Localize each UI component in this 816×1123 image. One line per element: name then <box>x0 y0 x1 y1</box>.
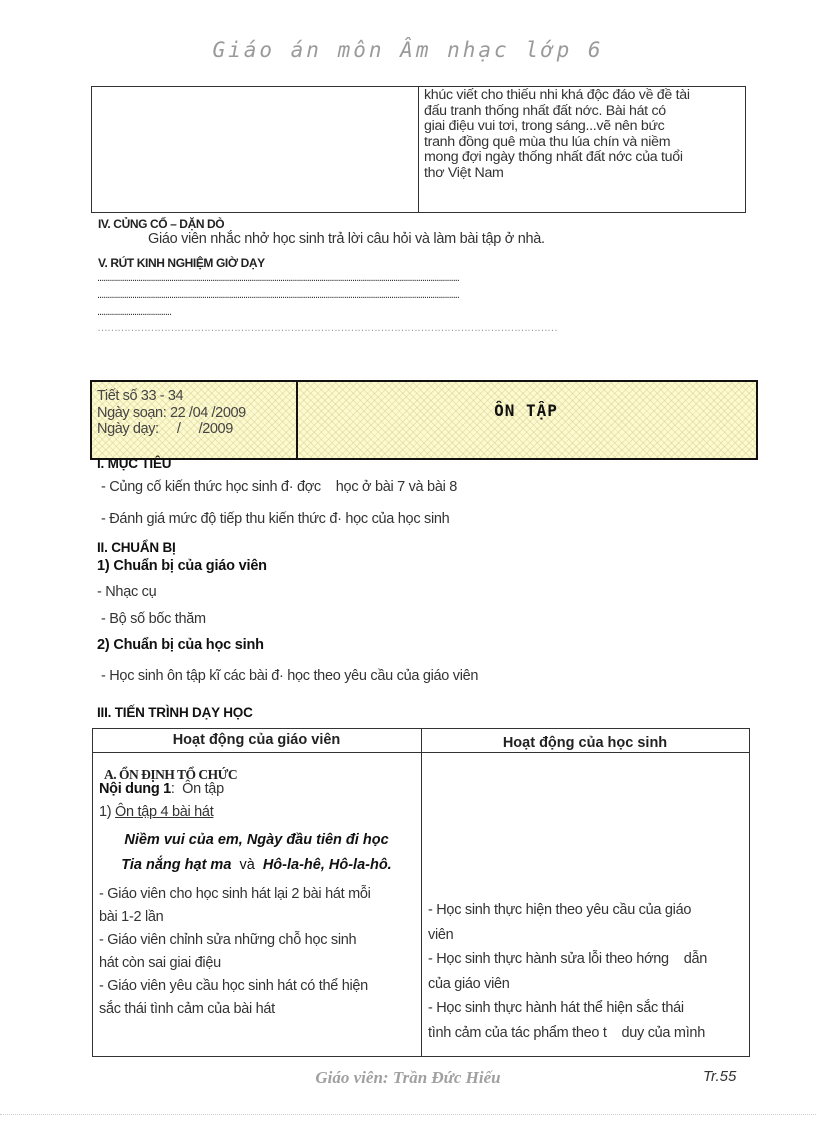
top-table-divider <box>418 86 419 213</box>
lesson-number: Tiết số 33 - 34 <box>97 388 184 404</box>
top-table-line: mong đợi ngày thống nhất đất nớc của tuổi <box>424 149 683 166</box>
dotted-line: .................................... <box>97 306 172 318</box>
footer-page-number: Tr.55 <box>703 1068 737 1085</box>
song-list-line-2 <box>92 857 421 873</box>
teaching-date: Ngày dạy: / /2009 <box>97 421 233 437</box>
teacher-activity-line: hát còn sai giai điệu <box>99 955 221 971</box>
student-activity-header: Hoạt động của học sinh <box>502 735 668 751</box>
top-table-line: tranh đồng quê mùa thu lúa chín và niềm <box>424 133 671 150</box>
teacher-preparation-heading: 1) Chuẩn bị của giáo viên <box>97 558 267 574</box>
student-activity-line: - Học sinh thực hiện theo yêu cầu của giáo <box>428 902 692 918</box>
stabilize-class-heading: A. ỔN ĐỊNH TỔ CHỨC <box>104 767 238 782</box>
table-header-divider <box>92 752 750 753</box>
teacher-activity-line: bài 1-2 lần <box>99 909 164 925</box>
lesson-info <box>97 388 246 438</box>
section-4-text: Giáo viên nhắc nhở học sinh trả lời câu hỏi và làm bài tập ở nhà. <box>148 231 545 247</box>
bottom-dotted-rule <box>0 1114 816 1115</box>
teacher-activities <box>99 883 419 1021</box>
teacher-activity-line: sắc thái tình cảm của bài hát <box>99 1001 275 1017</box>
objectives-heading: I. MỤC TIÊU <box>97 456 172 471</box>
student-activities <box>428 898 746 1045</box>
section-5-heading: V. RÚT KINH NGHIỆM GIỜ DẠY <box>98 256 265 270</box>
review-songs-title: Ôn tập 4 bài hát <box>115 804 214 820</box>
song-conjunction: và <box>231 857 263 873</box>
teacher-activity-line: - Giáo viên chỉnh sửa những chỗ học sinh <box>99 932 357 948</box>
top-table-line: thơ Việt Nam <box>424 164 504 181</box>
teacher-activity-line: - Giáo viên yêu cầu học sinh hát có thể hiện <box>99 978 368 994</box>
student-activity-line: tình cảm của tác phẩm theo t duy của mình <box>428 1024 705 1041</box>
preparation-date: Ngày soạn: 22 /04 /2009 <box>97 404 246 421</box>
process-heading: III. TIẾN TRÌNH DẠY HỌC <box>97 705 253 720</box>
table-column-divider <box>421 728 422 1057</box>
top-table-right-cell <box>424 88 742 182</box>
dotted-line: ................................................................................................................................................................................ <box>97 272 459 284</box>
student-activity-line: viên <box>428 926 454 943</box>
lesson-box-divider <box>296 380 298 460</box>
song-title: Hô-la-hê, Hô-la-hô. <box>262 857 392 873</box>
review-songs-line <box>99 804 213 820</box>
teacher-preparation-item: - Bộ số bốc thăm <box>101 611 206 627</box>
content-1-text: : Ôn tập <box>170 781 224 797</box>
teacher-preparation-item: - Nhạc cụ <box>97 584 157 600</box>
student-activity-line: của giáo viên <box>428 975 510 992</box>
teacher-activity-header: Hoạt động của giáo viên <box>172 732 341 748</box>
review-prefix: 1) <box>99 804 116 820</box>
lesson-title: ÔN TẬP <box>494 401 558 420</box>
dotted-line: ................................................................................................................................................................................ <box>97 289 459 301</box>
dotted-line: ………………………………………………………………………………………………………………………… <box>97 322 557 334</box>
content-1 <box>99 781 224 797</box>
footer-teacher-name: Giáo viên: Trần Đức Hiếu <box>315 1068 501 1087</box>
objective-item: - Đánh giá mức độ tiếp thu kiến thức đ· học của học sinh <box>101 511 450 527</box>
section-4-heading: IV. CỦNG CỐ – DẶN DÒ <box>98 217 225 231</box>
student-preparation-item: - Học sinh ôn tập kĩ các bài đ· học theo yêu cầu của giáo viên <box>101 668 479 684</box>
top-table-line: giai điệu vui tơi, trong sáng...vẽ nên bức <box>424 118 665 135</box>
student-preparation-heading: 2) Chuẩn bị của học sinh <box>97 637 264 653</box>
objective-item: - Củng cố kiến thức học sinh đ· đợc học ở bài 7 và bài 8 <box>101 479 457 495</box>
student-activity-line: - Học sinh thực hành hát thể hiện sắc thái <box>428 1000 684 1016</box>
content-1-label: Nội dung 1 <box>99 781 171 797</box>
page-header-title: Giáo án môn Âm nhạc lớp 6 <box>212 38 604 62</box>
preparation-heading: II. CHUẨN BỊ <box>97 540 176 555</box>
teacher-activity-line: - Giáo viên cho học sinh hát lại 2 bài hát mỗi <box>99 886 371 902</box>
top-table-line: đấu tranh thống nhất đất nớc. Bài hát có <box>424 102 666 119</box>
song-title: Tia nắng hạt ma <box>121 857 232 873</box>
song-list-line-1: Niềm vui của em, Ngày đầu tiên đi học <box>124 832 389 848</box>
top-table-line: khúc viết cho thiếu nhi khá độc đáo về đề tài <box>424 87 690 103</box>
student-activity-line: - Học sinh thực hành sửa lỗi theo hớng dẫn <box>428 951 708 967</box>
